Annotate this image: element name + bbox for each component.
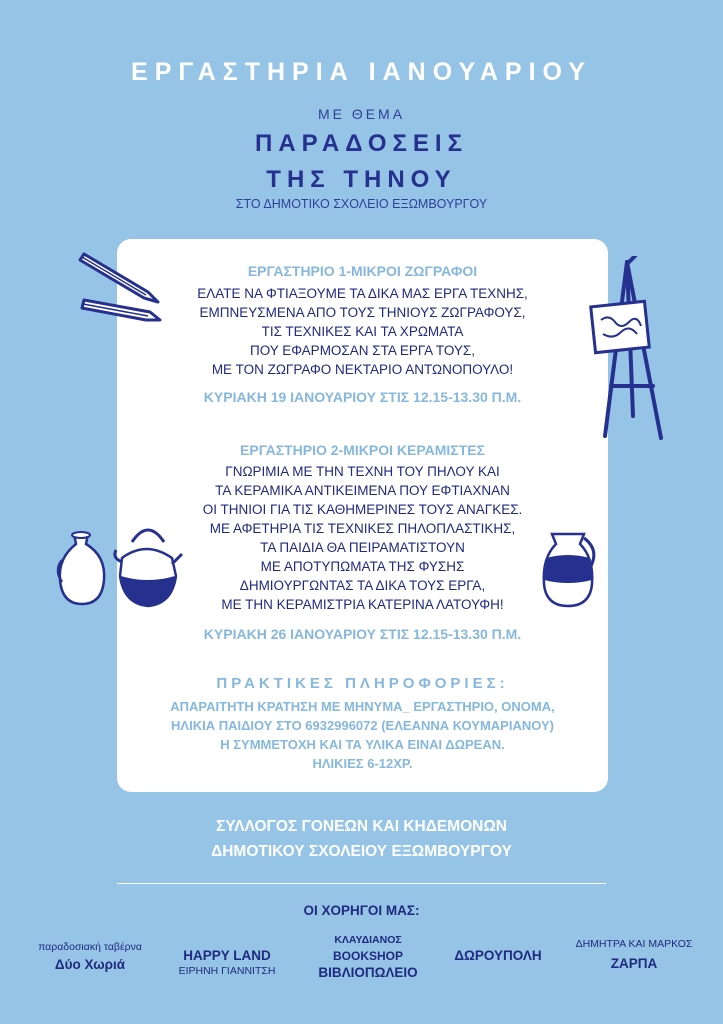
sponsor-subtitle: ΔΗΜΗΤΡΑ ΚΑΙ ΜΑΡΚΟΣ (575, 938, 693, 950)
info-title: ΠΡΑΚΤΙΚΕΣ ΠΛΗΡΟΦΟΡΙΕΣ: (216, 675, 509, 692)
info-block (117, 697, 608, 773)
workshop-1-line: ΕΛΑΤΕ ΝΑ ΦΤΙΑΞΟΥΜΕ ΤΑ ΔΙΚΑ ΜΑΣ ΕΡΓΑ ΤΕΧΝΗΣ, (197, 286, 528, 301)
sponsor-happy-land (162, 948, 292, 977)
sponsor-subtitle: ΚΛΑΥΔΙΑΝΟΣ (334, 934, 402, 946)
sponsor-name: HAPPY LAND (183, 948, 271, 963)
sponsor-dwroupoli (438, 948, 558, 963)
workshop-2-date: ΚΥΡΙΑΚΗ 26 ΙΑΝΟΥΑΡΙΟΥ ΣΤΙΣ 12.15-13.30 Π.Μ. (203, 626, 522, 642)
workshop-2-line: ΜΕ ΑΦΕΤΗΡΙΑ ΤΙΣ ΤΕΧΝΙΚΕΣ ΠΗΛΟΠΛΑΣΤΙΚΗΣ, (209, 521, 516, 536)
sponsor-subtitle: παραδοσιακή ταβέρνα (38, 941, 142, 953)
sponsor-duo-xoria (18, 941, 162, 972)
workshop-2-description (117, 462, 608, 614)
workshop-1-line: ΜΕ ΤΟΝ ΖΩΓΡΑΦΟ ΝΕΚΤΑΡΙΟ ΑΝΤΩΝΟΠΟΥΛΟ! (211, 362, 514, 377)
info-line: Η ΣΥΜΜΕΤΟΧΗ ΚΑΙ ΤΑ ΥΛΙΚΑ ΕΙΝΑΙ ΔΩΡΕΑΝ. (220, 737, 505, 752)
info-line: ΗΛΙΚΙΑ ΠΑΙΔΙΟΥ ΣΤΟ 6932996072 (ΕΛΕΑΝΝΑ ΚΟΥΜΑΡΙΑΝΟΥ) (171, 718, 554, 733)
organizer-line-1: ΣΥΛΛΟΓΟΣ ΓΟΝΕΩΝ ΚΑΙ ΚΗΔΕΜΟΝΩΝ (215, 818, 507, 835)
venue-text: ΣΤΟ ΔΗΜΟΤΙΚΟ ΣΧΟΛΕΙΟ ΕΞΩΜΒΟΥΡΓΟΥ (235, 197, 488, 211)
workshop-2-line: ΜΕ ΑΠΟΤΥΠΩΜΑΤΑ ΤΗΣ ΦΥΣΗΣ (260, 559, 465, 574)
workshop-1-description (117, 284, 608, 379)
workshop-1-title: ΕΡΓΑΣΤΗΡΙΟ 1-ΜΙΚΡΟΙ ΖΩΓΡΑΦΟΙ (247, 263, 478, 279)
sponsors-title: ΟΙ ΧΟΡΗΓΟΙ ΜΑΣ: (303, 903, 420, 918)
sponsor-name: Δύο Χωριά (54, 957, 126, 972)
workshop-2-line: ΤΑ ΠΑΙΔΙΑ ΘΑ ΠΕΙΡΑΜΑΤΙΣΤΟΥΝ (260, 540, 465, 555)
workshop-2-line: ΓΝΩΡΙΜΙΑ ΜΕ ΤΗΝ ΤΕΧΝΗ ΤΟΥ ΠΗΛΟΥ ΚΑΙ (225, 464, 500, 479)
theme-line-1: ΠΑΡΑΔΟΣΕΙΣ (255, 130, 468, 157)
workshop-2-title: ΕΡΓΑΣΤΗΡΙΟ 2-ΜΙΚΡΟΙ ΚΕΡΑΜΙΣΤΕΣ (240, 442, 485, 458)
poster-title: ΕΡΓΑΣΤΗΡΙΑ ΙΑΝΟΥΑΡΙΟΥ (131, 58, 592, 86)
sponsor-name: ΖΑΡΠΑ (610, 956, 658, 971)
sponsor-zarpa (558, 938, 710, 971)
theme-line-2: ΤΗΣ ΤΗΝΟΥ (266, 166, 457, 193)
workshop-2-line: ΜΕ ΤΗΝ ΚΕΡΑΜΙΣΤΡΙΑ ΚΑΤΕΡΙΝΑ ΛΑΤΟΥΦΗ! (221, 597, 504, 612)
workshop-1-date: ΚΥΡΙΑΚΗ 19 ΙΑΝΟΥΑΡΙΟΥ ΣΤΙΣ 12.15-13.30 Π.Μ. (203, 389, 522, 405)
sponsor-name-secondary: ΒΙΒΛΙΟΠΩΛΕΙΟ (318, 965, 418, 980)
sponsor-subtitle: ΕΙΡΗΝΗ ΓΙΑΝΝΙΤΣΗ (178, 965, 276, 977)
info-line: ΑΠΑΡΑΙΤΗΤΗ ΚΡΑΤΗΣΗ ΜΕ ΜΗΝΥΜΑ_ ΕΡΓΑΣΤΗΡΙΟ, ΟΝΟΜΑ, (170, 699, 555, 714)
jug-icon (54, 530, 114, 608)
sponsor-name: ΔΩΡΟΥΠΟΛΗ (454, 948, 542, 963)
workshop-1-line: ΕΜΠΝΕΥΣΜΕΝΑ ΑΠΟ ΤΟΥΣ ΤΗΝΙΟΥΣ ΖΩΓΡΑΦΟΥΣ, (199, 305, 526, 320)
workshop-2-line: ΔΗΜΙΟΥΡΓΩΝΤΑΣ ΤΑ ΔΙΚΑ ΤΟΥΣ ΕΡΓΑ, (239, 578, 486, 593)
workshop-2-line: ΤΑ ΚΕΡΑΜΙΚΑ ΑΝΤΙΚΕΙΜΕΝΑ ΠΟΥ ΕΦΤΙΑΧΝΑΝ (215, 483, 510, 498)
sponsor-klaudianos (298, 934, 438, 980)
workshop-1-line: ΠΟΥ ΕΦΑΡΜΟΣΑΝ ΣΤΑ ΕΡΓΑ ΤΟΥΣ, (249, 343, 476, 358)
divider (117, 883, 606, 884)
poster-subtitle: ΜΕ ΘΕΜΑ (317, 106, 406, 122)
workshop-1-line: ΤΙΣ ΤΕΧΝΙΚΕΣ ΚΑΙ ΤΑ ΧΡΩΜΑΤΑ (261, 324, 464, 339)
info-line: ΗΛΙΚΙΕΣ 6-12ΧΡ. (312, 756, 413, 771)
organizer-line-2: ΔΗΜΟΤΙΚΟΥ ΣΧΟΛΕΙΟΥ ΕΞΩΜΒΟΥΡΓΟΥ (211, 843, 512, 860)
workshop-2-line: ΟΙ ΤΗΝΙΟΙ ΓΙΑ ΤΙΣ ΚΑΘΗΜΕΡΙΝΕΣ ΤΟΥΣ ΑΝΑΓΚΕΣ. (202, 502, 523, 517)
sponsor-name: BOOKSHOP (332, 949, 403, 963)
